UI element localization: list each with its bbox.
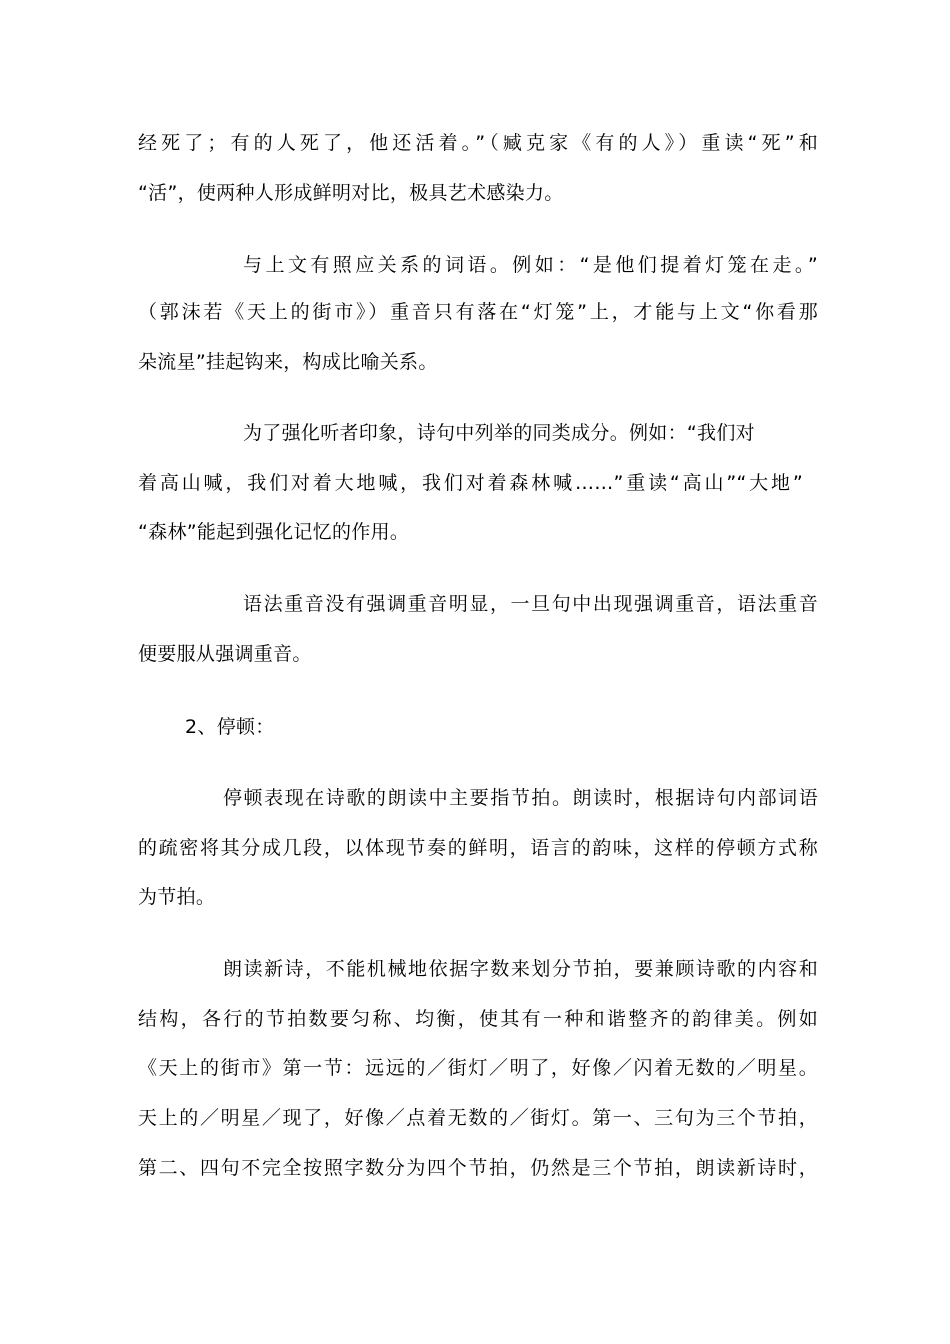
paragraph-3-line-1: 为了强化听者印象，诗句中列举的同类成分。例如：“我们对 — [243, 422, 755, 444]
section-heading-pause: 2、停顿： — [185, 716, 275, 738]
paragraph-7-line-5: 第二、四句不完全按照字数分为四个节拍，仍然是三个节拍，朗读新诗时， — [138, 1157, 818, 1179]
paragraph-3-line-3: “森林”能起到强化记忆的作用。 — [138, 521, 410, 543]
paragraph-6-line-2: 的疏密将其分成几段，以体现节奏的鲜明，语言的韵味，这样的停顿方式称 — [138, 837, 818, 859]
paragraph-2-line-1: 与上文有照应关系的词语。例如：“是他们提着灯笼在走。” — [243, 254, 818, 276]
paragraph-2-line-2: （郭沫若《天上的街市》）重音只有落在“灯笼”上，才能与上文“你看那 — [138, 301, 818, 323]
paragraph-3-line-2: 着高山喊，我们对着大地喊，我们对着森林喊……”重读“高山”“大地” — [138, 472, 803, 494]
paragraph-6-line-1: 停顿表现在诗歌的朗读中主要指节拍。朗读时，根据诗句内部词语 — [223, 787, 818, 809]
paragraph-6-line-3: 为节拍。 — [138, 886, 216, 908]
paragraph-7-line-4: 天上的／明星／现了，好像／点着无数的／街灯。第一、三句为三个节拍， — [138, 1107, 818, 1129]
paragraph-4-line-1: 语法重音没有强调重音明显，一旦句中出现强调重音，语法重音 — [243, 593, 818, 615]
paragraph-7-line-3: 《天上的街市》第一节：远远的／街灯／明了，好像／闪着无数的／明星。 — [138, 1057, 818, 1079]
paragraph-7-line-2: 结构，各行的节拍数要匀称、均衡，使其有一种和谐整齐的韵律美。例如 — [138, 1008, 818, 1030]
paragraph-1-line-1: 经死了；有的人死了，他还活着。”（臧克家《有的人》）重读“死”和 — [138, 132, 818, 154]
paragraph-1-line-2: “活”，使两种人形成鲜明对比，极具艺术感染力。 — [138, 182, 564, 204]
paragraph-2-line-3: 朵流星”挂起钩来，构成比喻关系。 — [138, 351, 438, 373]
paragraph-7-line-1: 朗读新诗，不能机械地依据字数来划分节拍，要兼顾诗歌的内容和 — [223, 958, 818, 980]
paragraph-4-line-2: 便要服从强调重音。 — [138, 643, 312, 665]
